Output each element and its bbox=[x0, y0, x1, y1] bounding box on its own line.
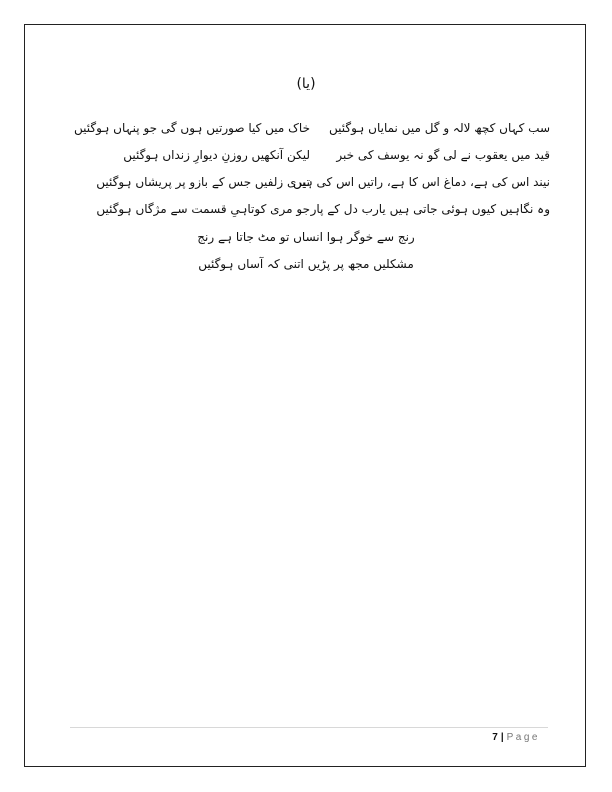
footer-separator: | bbox=[500, 732, 504, 743]
couplet-1 bbox=[74, 121, 550, 139]
final-couplet-first-line: رنج سے خوگر ہوا انساں تو مٹ جاتا ہے رنج bbox=[197, 230, 415, 244]
couplet-2-second-line: لیکن آنکھیں روزنِ دیوارِ زنداں ہوگئیں bbox=[123, 148, 310, 162]
couplet-4 bbox=[84, 202, 550, 220]
couplet-3-second-line: تیری زلفیں جس کے بازو پر پریشاں ہوگئیں bbox=[96, 175, 310, 189]
couplet-2-first-line: قید میں یعقوب نے لی گو نہ یوسف کی خبر bbox=[336, 148, 550, 162]
couplet-1-second-line: خاک میں کیا صورتیں ہوں گی جو پنہاں ہوگئیں bbox=[74, 121, 310, 135]
page-footer bbox=[492, 732, 540, 743]
couplet-3-first-line: نیند اس کی ہے، دماغ اس کا ہے، راتیں اس کی ہیں bbox=[292, 175, 550, 189]
page-label: Page bbox=[506, 732, 540, 743]
couplet-2 bbox=[84, 148, 550, 166]
section-heading: (یا) bbox=[296, 76, 316, 92]
footer-divider bbox=[70, 727, 548, 728]
page-number: 7 bbox=[492, 732, 498, 743]
couplet-1-first-line: سب کہاں کچھ لالہ و گل میں نمایاں ہوگئیں bbox=[329, 121, 550, 135]
couplet-3 bbox=[84, 175, 550, 193]
couplet-4-first-line: وہ نگاہیں کیوں ہوئی جاتی ہیں یارب دل کے پار bbox=[310, 202, 550, 216]
couplet-4-second-line: جو مری کوتاہیِ قسمت سے مژگاں ہوگئیں bbox=[96, 202, 310, 216]
final-couplet-second-line: مشکلیں مجھ پر پڑیں اتنی کہ آساں ہوگئیں bbox=[198, 257, 414, 271]
